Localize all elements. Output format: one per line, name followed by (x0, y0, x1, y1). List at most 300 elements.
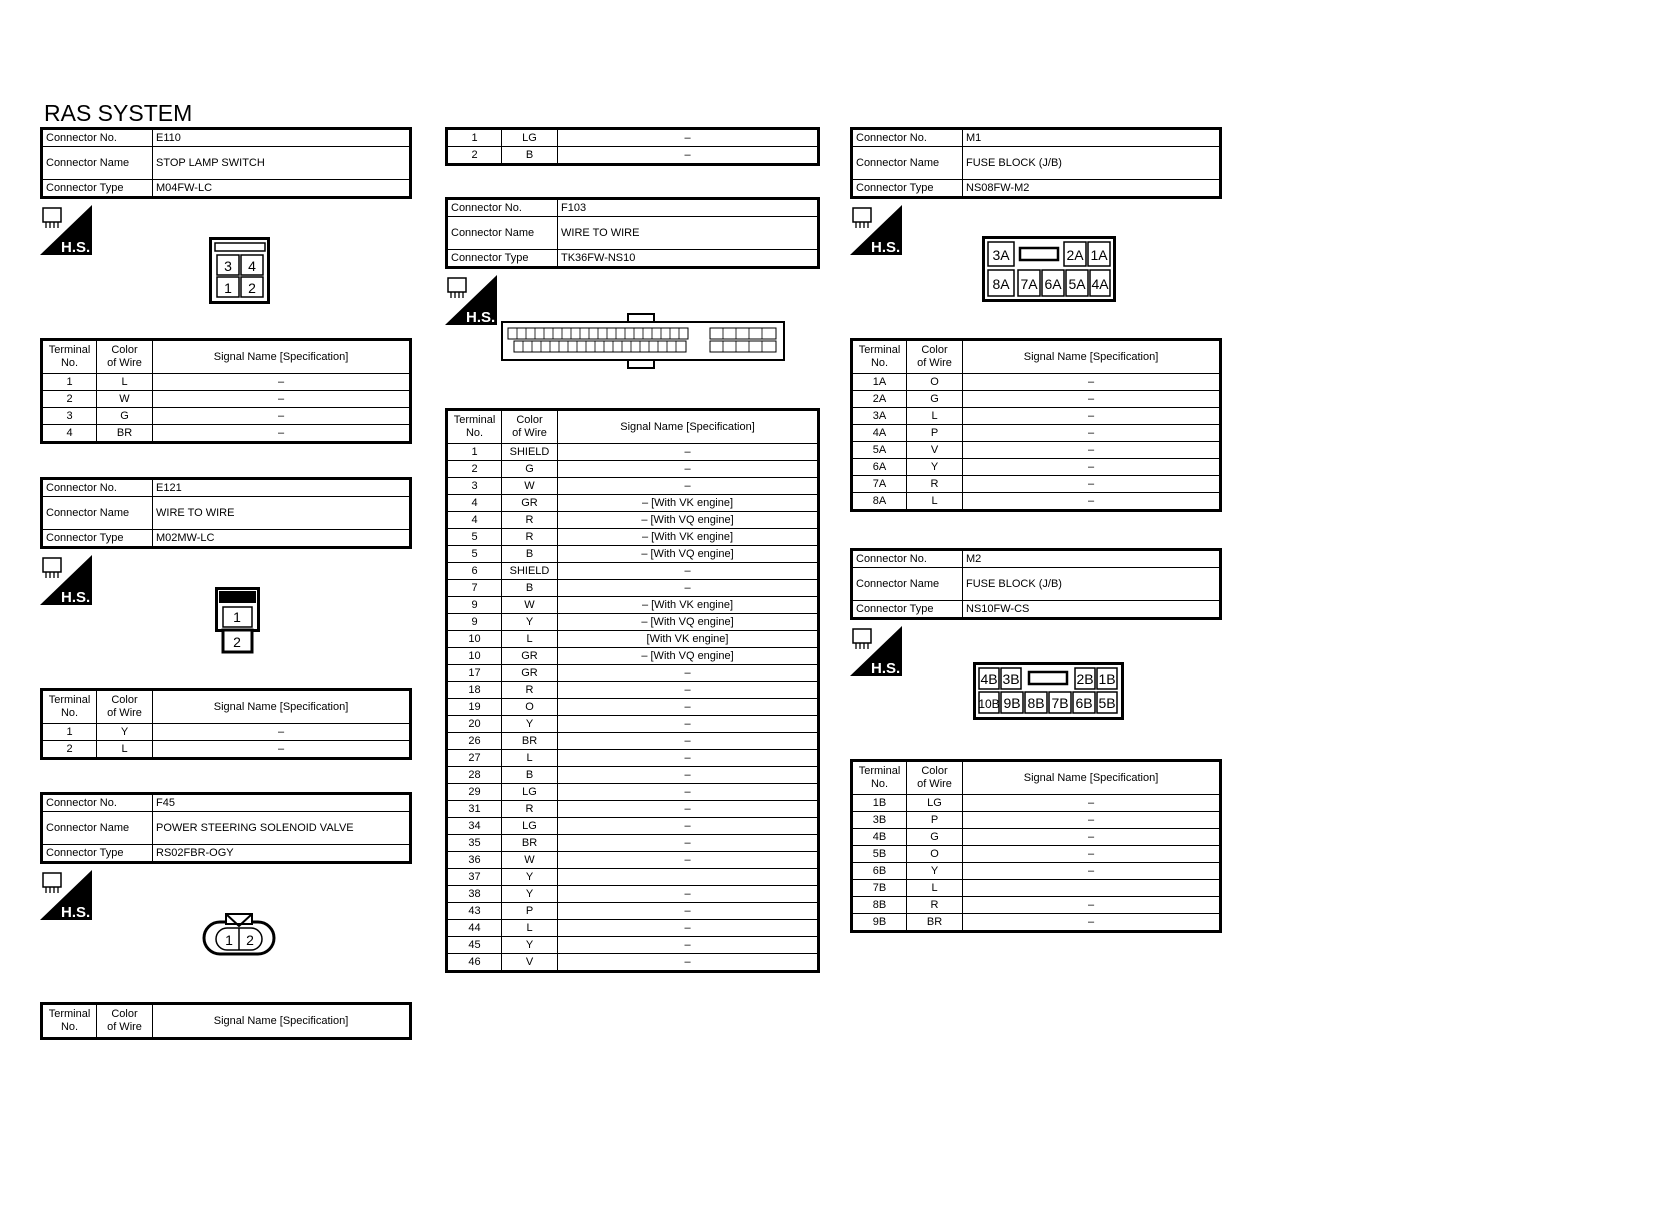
table-row (447, 648, 819, 665)
table-row (447, 580, 819, 597)
table-cell (963, 880, 1221, 897)
pin-label: H.S. (871, 239, 901, 255)
table-cell: – (558, 716, 819, 733)
connector-no-value: E110 (153, 129, 411, 147)
table-cell: R (502, 801, 558, 818)
table-cell: – (963, 408, 1221, 425)
table-row (447, 937, 819, 954)
table-cell: Connector No. (852, 129, 963, 147)
table-header-row (42, 794, 411, 812)
table-cell: L (502, 631, 558, 648)
table-cell: Y (502, 937, 558, 954)
table-header-row (852, 129, 1221, 147)
table-cell: V (502, 954, 558, 972)
hs-harness-icon (445, 275, 497, 325)
table-header-row (852, 761, 1221, 795)
table-row (447, 733, 819, 750)
table-cell: W (97, 391, 153, 408)
pin-label: 3B (1002, 671, 1020, 687)
table-cell: FUSE BLOCK (J/B) (963, 147, 1221, 180)
connector-f45-header (40, 792, 412, 864)
pin-label: H.S. (61, 589, 91, 605)
table-row (447, 597, 819, 614)
table-cell: GR (502, 495, 558, 512)
table-cell: SHIELD (502, 563, 558, 580)
connector-e121-face (215, 587, 261, 655)
table-header-row (447, 199, 819, 217)
pin-label: 4 (248, 258, 256, 274)
table-row (852, 863, 1221, 880)
table-cell: Color of Wire (97, 1004, 153, 1039)
table-header-row (42, 845, 411, 863)
table-cell: Y (97, 724, 153, 741)
pin-label: 4B (980, 671, 998, 687)
pin-label: 8A (992, 276, 1010, 292)
table-cell: B (502, 546, 558, 563)
table-cell: Signal Name [Specification] (963, 761, 1221, 795)
table-cell: – (558, 954, 819, 972)
table-cell: Y (907, 459, 963, 476)
table-cell: – (558, 563, 819, 580)
connector-type-value: M04FW-LC (153, 180, 411, 198)
terminal-table-m2 (850, 759, 1222, 933)
pin-label: 9B (1003, 695, 1021, 711)
table-cell: G (97, 408, 153, 425)
connector-e110-header (40, 127, 412, 199)
table-row (447, 699, 819, 716)
table-cell: – (963, 374, 1221, 391)
table-cell: O (907, 374, 963, 391)
table-cell: – (963, 829, 1221, 846)
table-cell: L (97, 741, 153, 759)
table-cell: – (963, 914, 1221, 932)
table-cell: Connector Name (852, 568, 963, 601)
table-cell: W (502, 478, 558, 495)
hs-badge-text: H.S. (61, 239, 91, 255)
connector-type-value: M02MW-LC (153, 530, 411, 548)
table-cell: 10 (447, 648, 502, 665)
color-header: Color of Wire (97, 340, 153, 374)
table-cell: – (558, 682, 819, 699)
table-cell: – (963, 795, 1221, 812)
table-cell: L (502, 750, 558, 767)
table-cell: 38 (447, 886, 502, 903)
table-cell: V (907, 442, 963, 459)
table-row (447, 512, 819, 529)
table-cell: 17 (447, 665, 502, 682)
table-row (852, 476, 1221, 493)
table-cell: P (502, 903, 558, 920)
connector-no-label: Connector No. (42, 129, 153, 147)
connector-f45-face (202, 912, 276, 958)
table-cell: 2 (447, 147, 502, 165)
table-cell: POWER STEERING SOLENOID VALVE (153, 812, 411, 845)
pin-label: H.S. (466, 309, 496, 325)
signal-header: Signal Name [Specification] (153, 340, 411, 374)
table-cell: 28 (447, 767, 502, 784)
table-cell: Connector Name (447, 217, 558, 250)
table-header-row (42, 340, 411, 374)
table-cell: 27 (447, 750, 502, 767)
table-cell: Y (502, 716, 558, 733)
table-cell: M1 (963, 129, 1221, 147)
table-row (447, 478, 819, 495)
table-cell: 6B (852, 863, 907, 880)
table-header-row (42, 180, 411, 198)
pin-label: 2 (248, 280, 256, 296)
pin-label: 1 (225, 932, 233, 948)
table-cell: 5A (852, 442, 907, 459)
table-row (447, 546, 819, 563)
terminal-table-f45 (40, 1002, 412, 1040)
table-cell: 1B (852, 795, 907, 812)
table-cell: L (907, 408, 963, 425)
table-cell: GR (502, 648, 558, 665)
table-row (447, 954, 819, 972)
terminal-table-f103 (445, 408, 820, 973)
table-cell: 4B (852, 829, 907, 846)
table-row (42, 724, 411, 741)
table-cell: W (502, 852, 558, 869)
pin-label: 5B (1098, 695, 1116, 711)
table-cell: 5 (447, 546, 502, 563)
table-row (42, 741, 411, 759)
table-cell: Signal Name [Specification] (963, 340, 1221, 374)
table-row (447, 716, 819, 733)
table-cell: – (558, 665, 819, 682)
table-row (852, 812, 1221, 829)
table-cell: G (907, 391, 963, 408)
table-cell: LG (907, 795, 963, 812)
table-cell: BR (502, 733, 558, 750)
pin-label: 5A (1068, 276, 1086, 292)
table-cell: P (907, 425, 963, 442)
table-cell: Connector No. (42, 794, 153, 812)
table-cell: B (502, 767, 558, 784)
table-cell: 3B (852, 812, 907, 829)
table-cell: – (963, 493, 1221, 511)
table-cell: 1 (447, 444, 502, 461)
table-cell: – (558, 699, 819, 716)
table-cell: Color of Wire (907, 761, 963, 795)
table-row (447, 835, 819, 852)
table-cell: W (502, 597, 558, 614)
table-cell: – (558, 580, 819, 597)
table-cell: F45 (153, 794, 411, 812)
table-cell: – (153, 724, 411, 741)
table-cell: L (907, 493, 963, 511)
table-cell: Connector Type (852, 180, 963, 198)
pin-label: 4A (1091, 276, 1109, 292)
table-cell: – [With VK engine] (558, 495, 819, 512)
table-cell: Terminal No. (447, 410, 502, 444)
table-row (447, 665, 819, 682)
table-cell: 5 (447, 529, 502, 546)
table-cell: 18 (447, 682, 502, 699)
table-cell: LG (502, 129, 558, 147)
table-cell: 8B (852, 897, 907, 914)
table-row (447, 129, 819, 147)
table-cell: – (558, 835, 819, 852)
table-header-row (42, 812, 411, 845)
pin-label: H.S. (61, 904, 91, 920)
table-cell (558, 869, 819, 886)
table-cell: WIRE TO WIRE (558, 217, 819, 250)
table-cell: M2 (963, 550, 1221, 568)
table-cell: 1 (42, 374, 97, 391)
table-row (852, 459, 1221, 476)
table-cell: L (97, 374, 153, 391)
hs-harness-icon (850, 205, 902, 255)
table-cell: 2 (447, 461, 502, 478)
connector-name-value: WIRE TO WIRE (153, 497, 411, 530)
connector-name-label: Connector Name (42, 497, 153, 530)
table-cell: 35 (447, 835, 502, 852)
pin-label: 10B (978, 697, 1000, 711)
table-cell: 7A (852, 476, 907, 493)
pin-label: 3A (992, 247, 1010, 263)
connector-no-label: Connector No. (42, 479, 153, 497)
pin-label: 7B (1051, 695, 1069, 711)
table-cell: – (558, 886, 819, 903)
table-cell: – [With VQ engine] (558, 648, 819, 665)
table-row (852, 880, 1221, 897)
table-cell: O (907, 846, 963, 863)
table-cell: [With VK engine] (558, 631, 819, 648)
table-cell: 20 (447, 716, 502, 733)
table-cell: R (502, 529, 558, 546)
table-cell: – (963, 897, 1221, 914)
table-cell: – (558, 733, 819, 750)
table-cell: 4 (447, 512, 502, 529)
connector-no-value: E121 (153, 479, 411, 497)
pin-label: 3 (224, 258, 232, 274)
table-cell: GR (502, 665, 558, 682)
table-cell: – (153, 741, 411, 759)
table-cell: Signal Name [Specification] (153, 1004, 411, 1039)
table-cell: 3 (447, 478, 502, 495)
table-cell: 5B (852, 846, 907, 863)
table-cell: – (558, 767, 819, 784)
table-row (447, 682, 819, 699)
pin-label: 1B (1098, 671, 1116, 687)
table-row (852, 846, 1221, 863)
table-cell: 9B (852, 914, 907, 932)
pin-label: 1 (233, 609, 241, 625)
table-cell: NS08FW-M2 (963, 180, 1221, 198)
table-cell: 19 (447, 699, 502, 716)
table-cell: – (153, 374, 411, 391)
table-cell: Color of Wire (907, 340, 963, 374)
table-header-row (447, 250, 819, 268)
table-cell: – (558, 818, 819, 835)
table-cell: BR (907, 914, 963, 932)
table-cell: Connector Type (852, 601, 963, 619)
table-cell: – (558, 444, 819, 461)
table-cell: – (963, 863, 1221, 880)
table-cell: L (907, 880, 963, 897)
table-cell: 26 (447, 733, 502, 750)
table-cell: L (502, 920, 558, 937)
table-cell: 46 (447, 954, 502, 972)
table-cell: – (558, 903, 819, 920)
table-cell: F103 (558, 199, 819, 217)
connector-name-label: Connector Name (42, 147, 153, 180)
hs-harness-icon (40, 205, 92, 255)
table-cell: – (963, 846, 1221, 863)
table-cell: B (502, 580, 558, 597)
table-row (447, 614, 819, 631)
table-header-row (42, 497, 411, 530)
table-header-row (852, 568, 1221, 601)
table-cell: 7 (447, 580, 502, 597)
table-cell: Connector Name (852, 147, 963, 180)
table-cell: Y (907, 863, 963, 880)
table-row (852, 493, 1221, 511)
connector-type-label: Connector Type (42, 180, 153, 198)
table-row (852, 425, 1221, 442)
table-cell: – (153, 425, 411, 443)
table-cell: LG (502, 818, 558, 835)
table-cell: 6A (852, 459, 907, 476)
table-cell: – (558, 920, 819, 937)
table-row (447, 444, 819, 461)
table-cell: P (907, 812, 963, 829)
table-cell: – (558, 461, 819, 478)
table-cell: B (502, 147, 558, 165)
table-cell: FUSE BLOCK (J/B) (963, 568, 1221, 601)
table-cell: – (963, 459, 1221, 476)
pin-label: 6B (1075, 695, 1093, 711)
table-header-row (42, 690, 411, 724)
table-header-row (42, 479, 411, 497)
table-header-row (852, 601, 1221, 619)
table-cell: – (153, 391, 411, 408)
table-row (852, 897, 1221, 914)
table-cell: NS10FW-CS (963, 601, 1221, 619)
table-cell: 7B (852, 880, 907, 897)
table-cell: – (963, 812, 1221, 829)
table-cell: – (558, 852, 819, 869)
table-cell: R (502, 512, 558, 529)
table-row (447, 147, 819, 165)
table-cell: 3A (852, 408, 907, 425)
table-cell: Terminal No. (852, 761, 907, 795)
pin-label: H.S. (871, 660, 901, 676)
table-cell: 2 (42, 391, 97, 408)
table-row (852, 829, 1221, 846)
table-cell: – (558, 129, 819, 147)
table-cell: – (558, 478, 819, 495)
table-cell: 9 (447, 597, 502, 614)
table-cell: LG (502, 784, 558, 801)
table-row (447, 631, 819, 648)
table-cell: TK36FW-NS10 (558, 250, 819, 268)
connector-e121-header (40, 477, 412, 549)
table-row (852, 391, 1221, 408)
table-row (852, 442, 1221, 459)
table-cell: 34 (447, 818, 502, 835)
table-cell: – [With VQ engine] (558, 614, 819, 631)
table-cell: G (502, 461, 558, 478)
pin-label: 6A (1044, 276, 1062, 292)
table-row (447, 767, 819, 784)
table-cell: O (502, 699, 558, 716)
pin-label: 2A (1066, 247, 1084, 263)
table-row (852, 374, 1221, 391)
table-cell: 8A (852, 493, 907, 511)
table-cell: – (558, 801, 819, 818)
table-cell: – [With VQ engine] (558, 546, 819, 563)
table-row (447, 750, 819, 767)
table-cell: – (153, 408, 411, 425)
pin-label: 2 (246, 932, 254, 948)
table-cell: – [With VK engine] (558, 529, 819, 546)
connector-name-value: STOP LAMP SWITCH (153, 147, 411, 180)
table-cell: – (558, 784, 819, 801)
pin-label: 8B (1027, 695, 1045, 711)
connector-type-label: Connector Type (42, 530, 153, 548)
table-row (447, 886, 819, 903)
table-header-row (42, 147, 411, 180)
table-row (447, 869, 819, 886)
table-cell: – [With VK engine] (558, 597, 819, 614)
table-cell: Y (502, 869, 558, 886)
table-cell: RS02FBR-OGY (153, 845, 411, 863)
table-header-row (42, 129, 411, 147)
table-row (447, 461, 819, 478)
table-cell: 43 (447, 903, 502, 920)
table-cell: – (558, 147, 819, 165)
table-row (42, 374, 411, 391)
table-cell: – (963, 391, 1221, 408)
table-header-row (42, 1004, 411, 1039)
table-header-row (447, 217, 819, 250)
table-header-row (852, 550, 1221, 568)
table-cell: SHIELD (502, 444, 558, 461)
table-header-row (42, 530, 411, 548)
table-cell: 2A (852, 391, 907, 408)
table-cell: BR (502, 835, 558, 852)
table-cell: 2 (42, 741, 97, 759)
hs-harness-icon (850, 626, 902, 676)
hs-harness-icon (40, 555, 92, 605)
table-row (447, 852, 819, 869)
table-cell: Terminal No. (852, 340, 907, 374)
table-row (42, 408, 411, 425)
hs-harness-icon (40, 870, 92, 920)
table-cell: Y (502, 614, 558, 631)
table-cell: 9 (447, 614, 502, 631)
table-cell: Signal Name [Specification] (558, 410, 819, 444)
table-cell: – (963, 442, 1221, 459)
pin-label: 1 (224, 280, 232, 296)
table-cell: G (907, 829, 963, 846)
table-cell: R (907, 897, 963, 914)
table-row (42, 391, 411, 408)
table-cell: Connector No. (852, 550, 963, 568)
terminal-table-e121 (40, 688, 412, 760)
table-cell: 1 (42, 724, 97, 741)
table-cell: 4 (447, 495, 502, 512)
table-cell: Connector No. (447, 199, 558, 217)
connector-m2-header (850, 548, 1222, 620)
terminal-table-f45-continued (445, 127, 820, 166)
table-cell: 3 (42, 408, 97, 425)
table-row (447, 801, 819, 818)
table-header-row (852, 340, 1221, 374)
connector-m1-face (982, 236, 1116, 302)
